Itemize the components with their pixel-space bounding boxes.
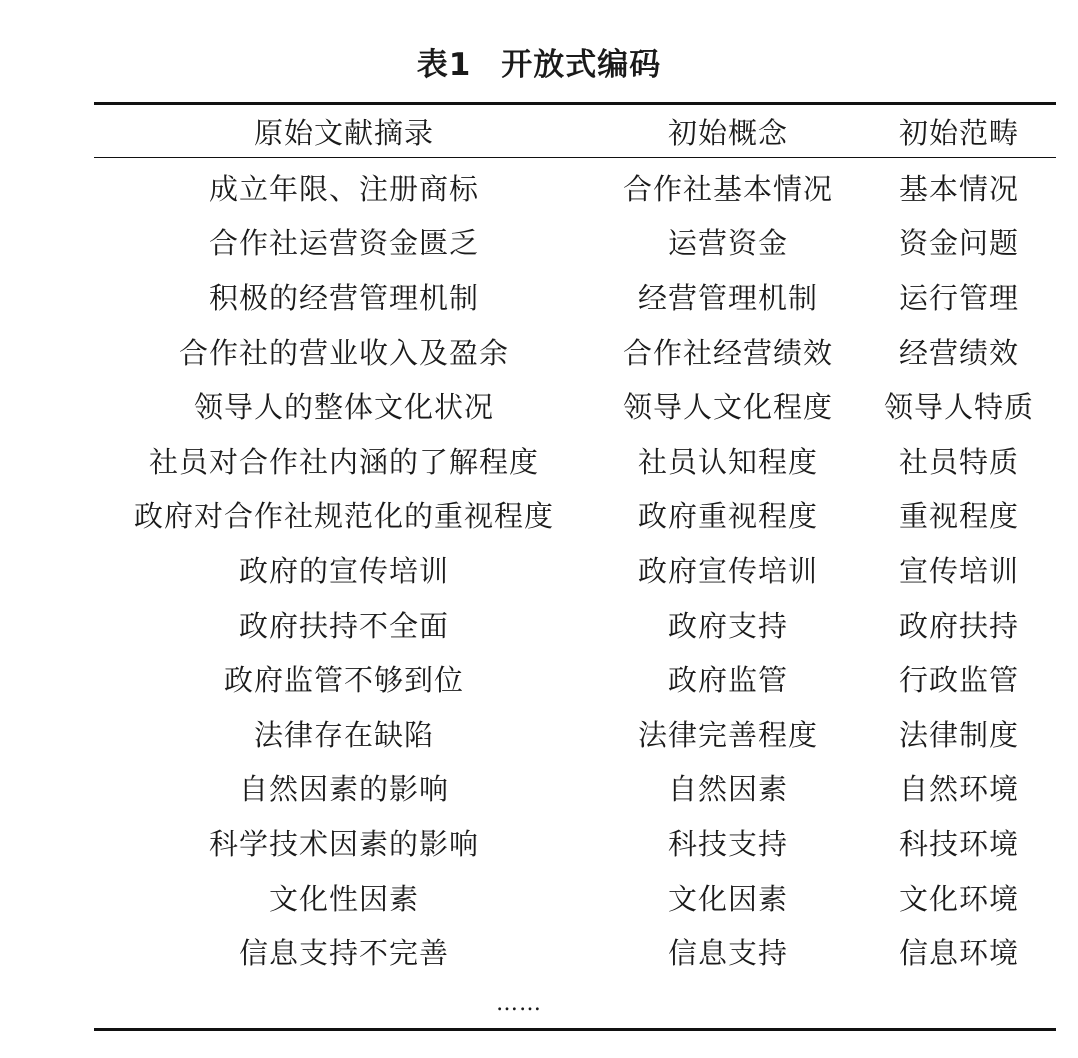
category-cell: 宣传培训 bbox=[898, 553, 1019, 588]
concept-cell: 政府宣传培训 bbox=[637, 553, 818, 588]
category-cell: 信息环境 bbox=[898, 936, 1019, 971]
category-cell: 基本情况 bbox=[898, 171, 1019, 206]
category-cell: 政府扶持 bbox=[898, 608, 1019, 643]
table-row bbox=[94, 924, 1056, 979]
table-row bbox=[94, 378, 1056, 433]
concept-cell: 信息支持 bbox=[667, 936, 788, 971]
excerpt-cell: 政府的宣传培训 bbox=[238, 553, 449, 588]
excerpt-cell: 成立年限、注册商标 bbox=[208, 171, 479, 206]
header-initial-category: 初始范畴 bbox=[898, 115, 1019, 150]
category-cell: 科技环境 bbox=[898, 826, 1019, 861]
concept-cell: 合作社基本情况 bbox=[622, 171, 833, 206]
category-cell: 重视程度 bbox=[898, 499, 1019, 534]
table-continuation bbox=[94, 980, 1056, 1026]
table-row bbox=[94, 706, 1056, 761]
category-cell: 行政监管 bbox=[898, 663, 1019, 698]
excerpt-cell: 信息支持不完善 bbox=[238, 936, 449, 971]
table-row bbox=[94, 815, 1056, 870]
category-cell: 运行管理 bbox=[898, 280, 1019, 315]
table-row bbox=[94, 269, 1056, 324]
concept-cell: 政府监管 bbox=[667, 663, 788, 698]
category-cell: 法律制度 bbox=[898, 717, 1019, 752]
table-row bbox=[94, 160, 1056, 215]
header-initial-concept: 初始概念 bbox=[667, 115, 788, 150]
table-row bbox=[94, 324, 1056, 379]
table-row bbox=[94, 215, 1056, 270]
header-original-excerpt: 原始文献摘录 bbox=[253, 115, 434, 150]
concept-cell: 政府支持 bbox=[667, 608, 788, 643]
excerpt-cell: 政府扶持不全面 bbox=[238, 608, 449, 643]
table-number: 表1 bbox=[416, 47, 472, 83]
excerpt-cell: 政府监管不够到位 bbox=[223, 663, 464, 698]
excerpt-cell: 自然因素的影响 bbox=[238, 772, 449, 807]
table-row bbox=[94, 651, 1056, 706]
excerpt-cell: 法律存在缺陷 bbox=[253, 717, 434, 752]
category-cell: 文化环境 bbox=[898, 881, 1019, 916]
table-row bbox=[94, 488, 1056, 543]
category-cell: 领导人特质 bbox=[883, 390, 1034, 425]
excerpt-cell: 积极的经营管理机制 bbox=[208, 280, 479, 315]
excerpt-cell: 文化性因素 bbox=[268, 881, 419, 916]
concept-cell: 科技支持 bbox=[667, 826, 788, 861]
table-caption bbox=[0, 40, 1078, 90]
concept-cell: 经营管理机制 bbox=[637, 280, 818, 315]
concept-cell: 政府重视程度 bbox=[637, 499, 818, 534]
concept-cell: 社员认知程度 bbox=[637, 444, 818, 479]
concept-cell: 合作社经营绩效 bbox=[622, 335, 833, 370]
excerpt-cell: 政府对合作社规范化的重视程度 bbox=[133, 499, 554, 534]
table-row bbox=[94, 597, 1056, 652]
excerpt-cell: 科学技术因素的影响 bbox=[208, 826, 479, 861]
excerpt-cell: 社员对合作社内涵的了解程度 bbox=[148, 444, 539, 479]
header-rule bbox=[94, 157, 1056, 158]
table-row bbox=[94, 433, 1056, 488]
category-cell: 经营绩效 bbox=[898, 335, 1019, 370]
category-cell: 资金问题 bbox=[898, 226, 1019, 261]
ellipsis-text: …… bbox=[496, 990, 542, 1016]
concept-cell: 运营资金 bbox=[667, 226, 788, 261]
category-cell: 社员特质 bbox=[898, 444, 1019, 479]
concept-cell: 文化因素 bbox=[667, 881, 788, 916]
table-header bbox=[94, 105, 1056, 157]
concept-cell: 自然因素 bbox=[667, 772, 788, 807]
excerpt-cell: 领导人的整体文化状况 bbox=[193, 390, 494, 425]
category-cell: 自然环境 bbox=[898, 772, 1019, 807]
excerpt-cell: 合作社的营业收入及盈余 bbox=[178, 335, 509, 370]
concept-cell: 领导人文化程度 bbox=[622, 390, 833, 425]
table-row bbox=[94, 761, 1056, 816]
concept-cell: 法律完善程度 bbox=[637, 717, 818, 752]
table-title: 开放式编码 bbox=[501, 47, 662, 83]
table-row bbox=[94, 542, 1056, 597]
table-row bbox=[94, 870, 1056, 925]
excerpt-cell: 合作社运营资金匮乏 bbox=[208, 226, 479, 261]
bottom-rule bbox=[94, 1028, 1056, 1031]
